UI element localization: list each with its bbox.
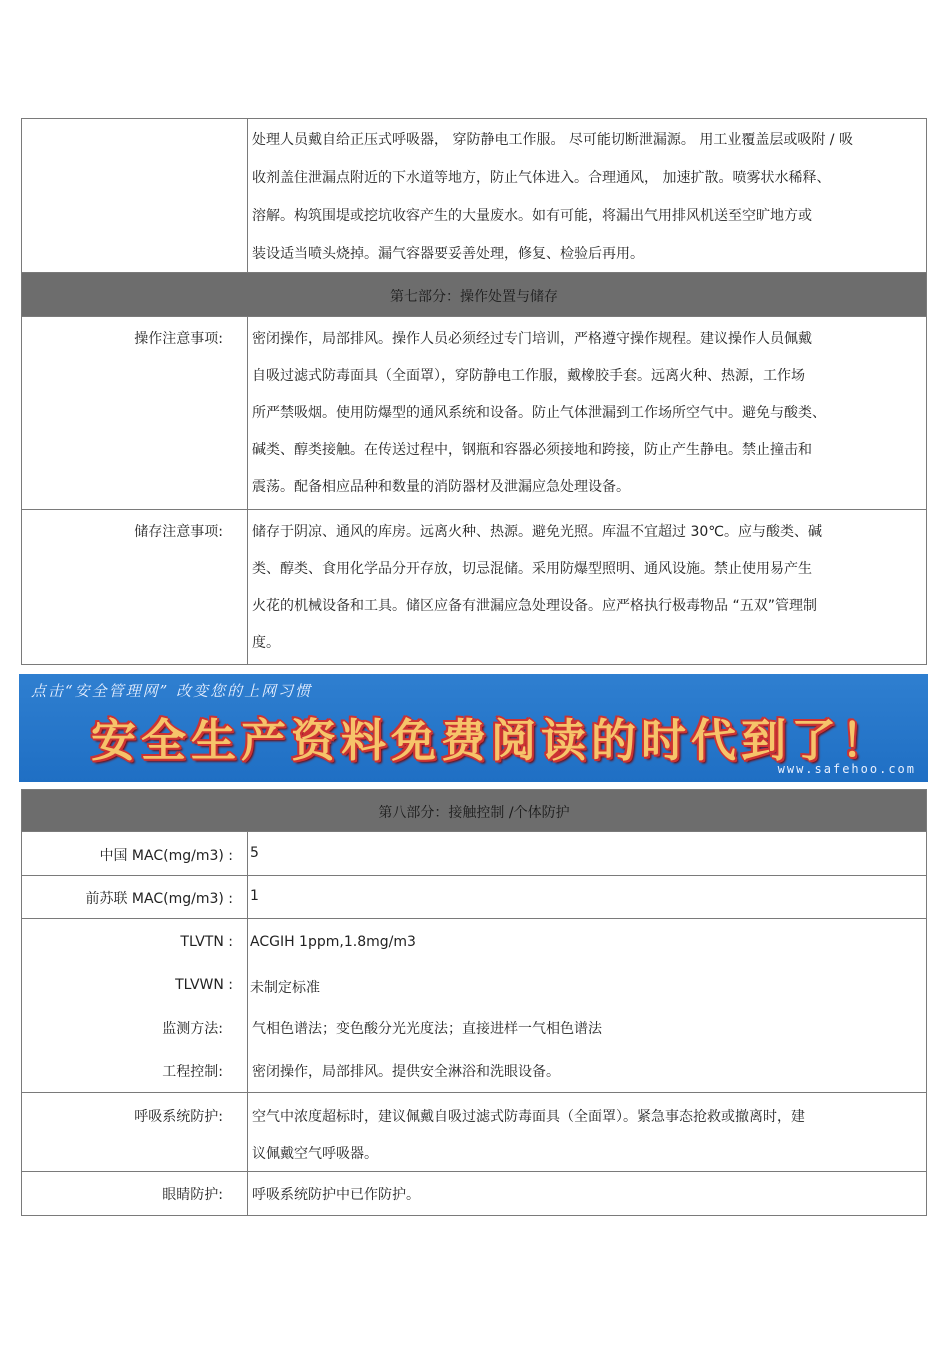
banner-headline: 安全生产资料免费阅读的时代到了！ [91, 714, 892, 767]
china-mac-row [22, 832, 926, 876]
eye-row [22, 1172, 926, 1215]
text-line: 度。 [252, 635, 280, 651]
leak-handling-row [22, 119, 926, 273]
text-line: 自吸过滤式防毒面具（全面罩），穿防静电工作服，戴橡胶手套。远离火种、热源，工作场 [252, 368, 805, 384]
text-line: 处理人员戴自给正压式呼吸器， 穿防静电工作服。 尽可能切断泄漏源。 用工业覆盖层或吸附 / 吸 [252, 132, 853, 148]
eye-label: 眼睛防护: [162, 1187, 223, 1203]
respiratory-row [22, 1093, 926, 1172]
eye-label-cell [22, 1172, 248, 1215]
text-line: 碱类、醇类接触。在传送过程中，钢瓶和容器必须接地和跨接，防止产生静电。禁止撞击和 [252, 442, 812, 458]
operation-text [252, 317, 918, 510]
section8-header [22, 790, 926, 832]
storage-text [252, 510, 918, 664]
storage-label-cell [22, 510, 248, 664]
text-line: 所严禁吸烟。使用防爆型的通风系统和设备。防止气体泄漏到工作场所空气中。避免与酸类、 [252, 405, 826, 421]
tlv-values [250, 919, 918, 1093]
engineering-label: 工程控制: [162, 1064, 223, 1080]
engineering-value: 密闭操作，局部排风。提供安全淋浴和洗眼设备。 [252, 1064, 560, 1080]
section7-header [22, 273, 926, 317]
respiratory-label: 呼吸系统防护: [134, 1109, 223, 1125]
text-line: 装设适当喷头烧掉。漏气容器要妥善处理，修复、检验后再用。 [252, 246, 644, 262]
tlvtn-label: TLVTN : [180, 934, 233, 950]
operation-label-cell [22, 317, 248, 509]
monitor-value: 气相色谱法；变色酸分光光度法；直接进样一气相色谱法 [252, 1021, 602, 1037]
storage-label: 储存注意事项: [134, 524, 223, 540]
safehoo-banner[interactable] [19, 674, 928, 782]
section8-title: 第八部分：接触控制 /个体防护 [378, 805, 570, 821]
monitor-label: 监测方法: [162, 1021, 223, 1037]
ussr-mac-value: 1 [250, 888, 259, 904]
text-line: 密闭操作，局部排风。操作人员必须经过专门培训，严格遵守操作规程。建议操作人员佩戴 [252, 331, 812, 347]
lower-table [21, 789, 927, 1216]
banner-tagline: 点击“安全管理网” 改变您的上网习惯 [31, 682, 313, 700]
respiratory-label-cell [22, 1093, 248, 1171]
text-line: 议佩戴空气呼吸器。 [252, 1146, 378, 1162]
ussr-mac-row [22, 876, 926, 919]
section7-title: 第七部分：操作处置与储存 [390, 289, 558, 305]
tlvwn-value: 未制定标准 [250, 980, 320, 996]
china-mac-label: 中国 MAC(mg/m3) : [99, 848, 233, 864]
tlv-label-cell [22, 919, 248, 1092]
banner-url: www.safehoo.com [777, 762, 916, 776]
upper-table [21, 118, 927, 665]
text-line: 收剂盖住泄漏点附近的下水道等地方，防止气体进入。合理通风， 加速扩散。喷雾状水稀释、 [252, 170, 831, 186]
text-line: 空气中浓度超标时，建议佩戴自吸过滤式防毒面具（全面罩）。紧急事态抢救或撤离时，建 [252, 1109, 805, 1125]
ussr-mac-label: 前苏联 MAC(mg/m3) : [85, 891, 233, 907]
leak-handling-label-cell [22, 119, 248, 272]
text-line: 震荡。配备相应品种和数量的消防器材及泄漏应急处理设备。 [252, 479, 630, 495]
china-mac-value: 5 [250, 845, 259, 861]
eye-value: 呼吸系统防护中已作防护。 [252, 1187, 420, 1203]
china-mac-label-cell [22, 832, 248, 875]
tlvwn-label: TLVWN : [175, 977, 233, 993]
operation-label: 操作注意事项: [134, 331, 223, 347]
tlvtn-value: ACGIH 1ppm,1.8mg/m3 [250, 934, 416, 950]
leak-handling-text [252, 119, 918, 273]
text-line: 类、醇类、食用化学品分开存放，切忌混储。采用防爆型照明、通风设施。禁止使用易产生 [252, 561, 812, 577]
storage-row [22, 510, 926, 664]
text-line: 溶解。构筑围堤或挖坑收容产生的大量废水。如有可能，将漏出气用排风机送至空旷地方或 [252, 208, 812, 224]
operation-row [22, 317, 926, 510]
ussr-mac-label-cell [22, 876, 248, 918]
tlv-row [22, 919, 926, 1093]
text-line: 火花的机械设备和工具。储区应备有泄漏应急处理设备。应严格执行极毒物品 “五双”管理制 [252, 598, 817, 614]
respiratory-text [252, 1093, 918, 1172]
text-line: 储存于阴凉、通风的库房。远离火种、热源。避免光照。库温不宜超过 30℃。应与酸类、碱 [252, 524, 822, 540]
